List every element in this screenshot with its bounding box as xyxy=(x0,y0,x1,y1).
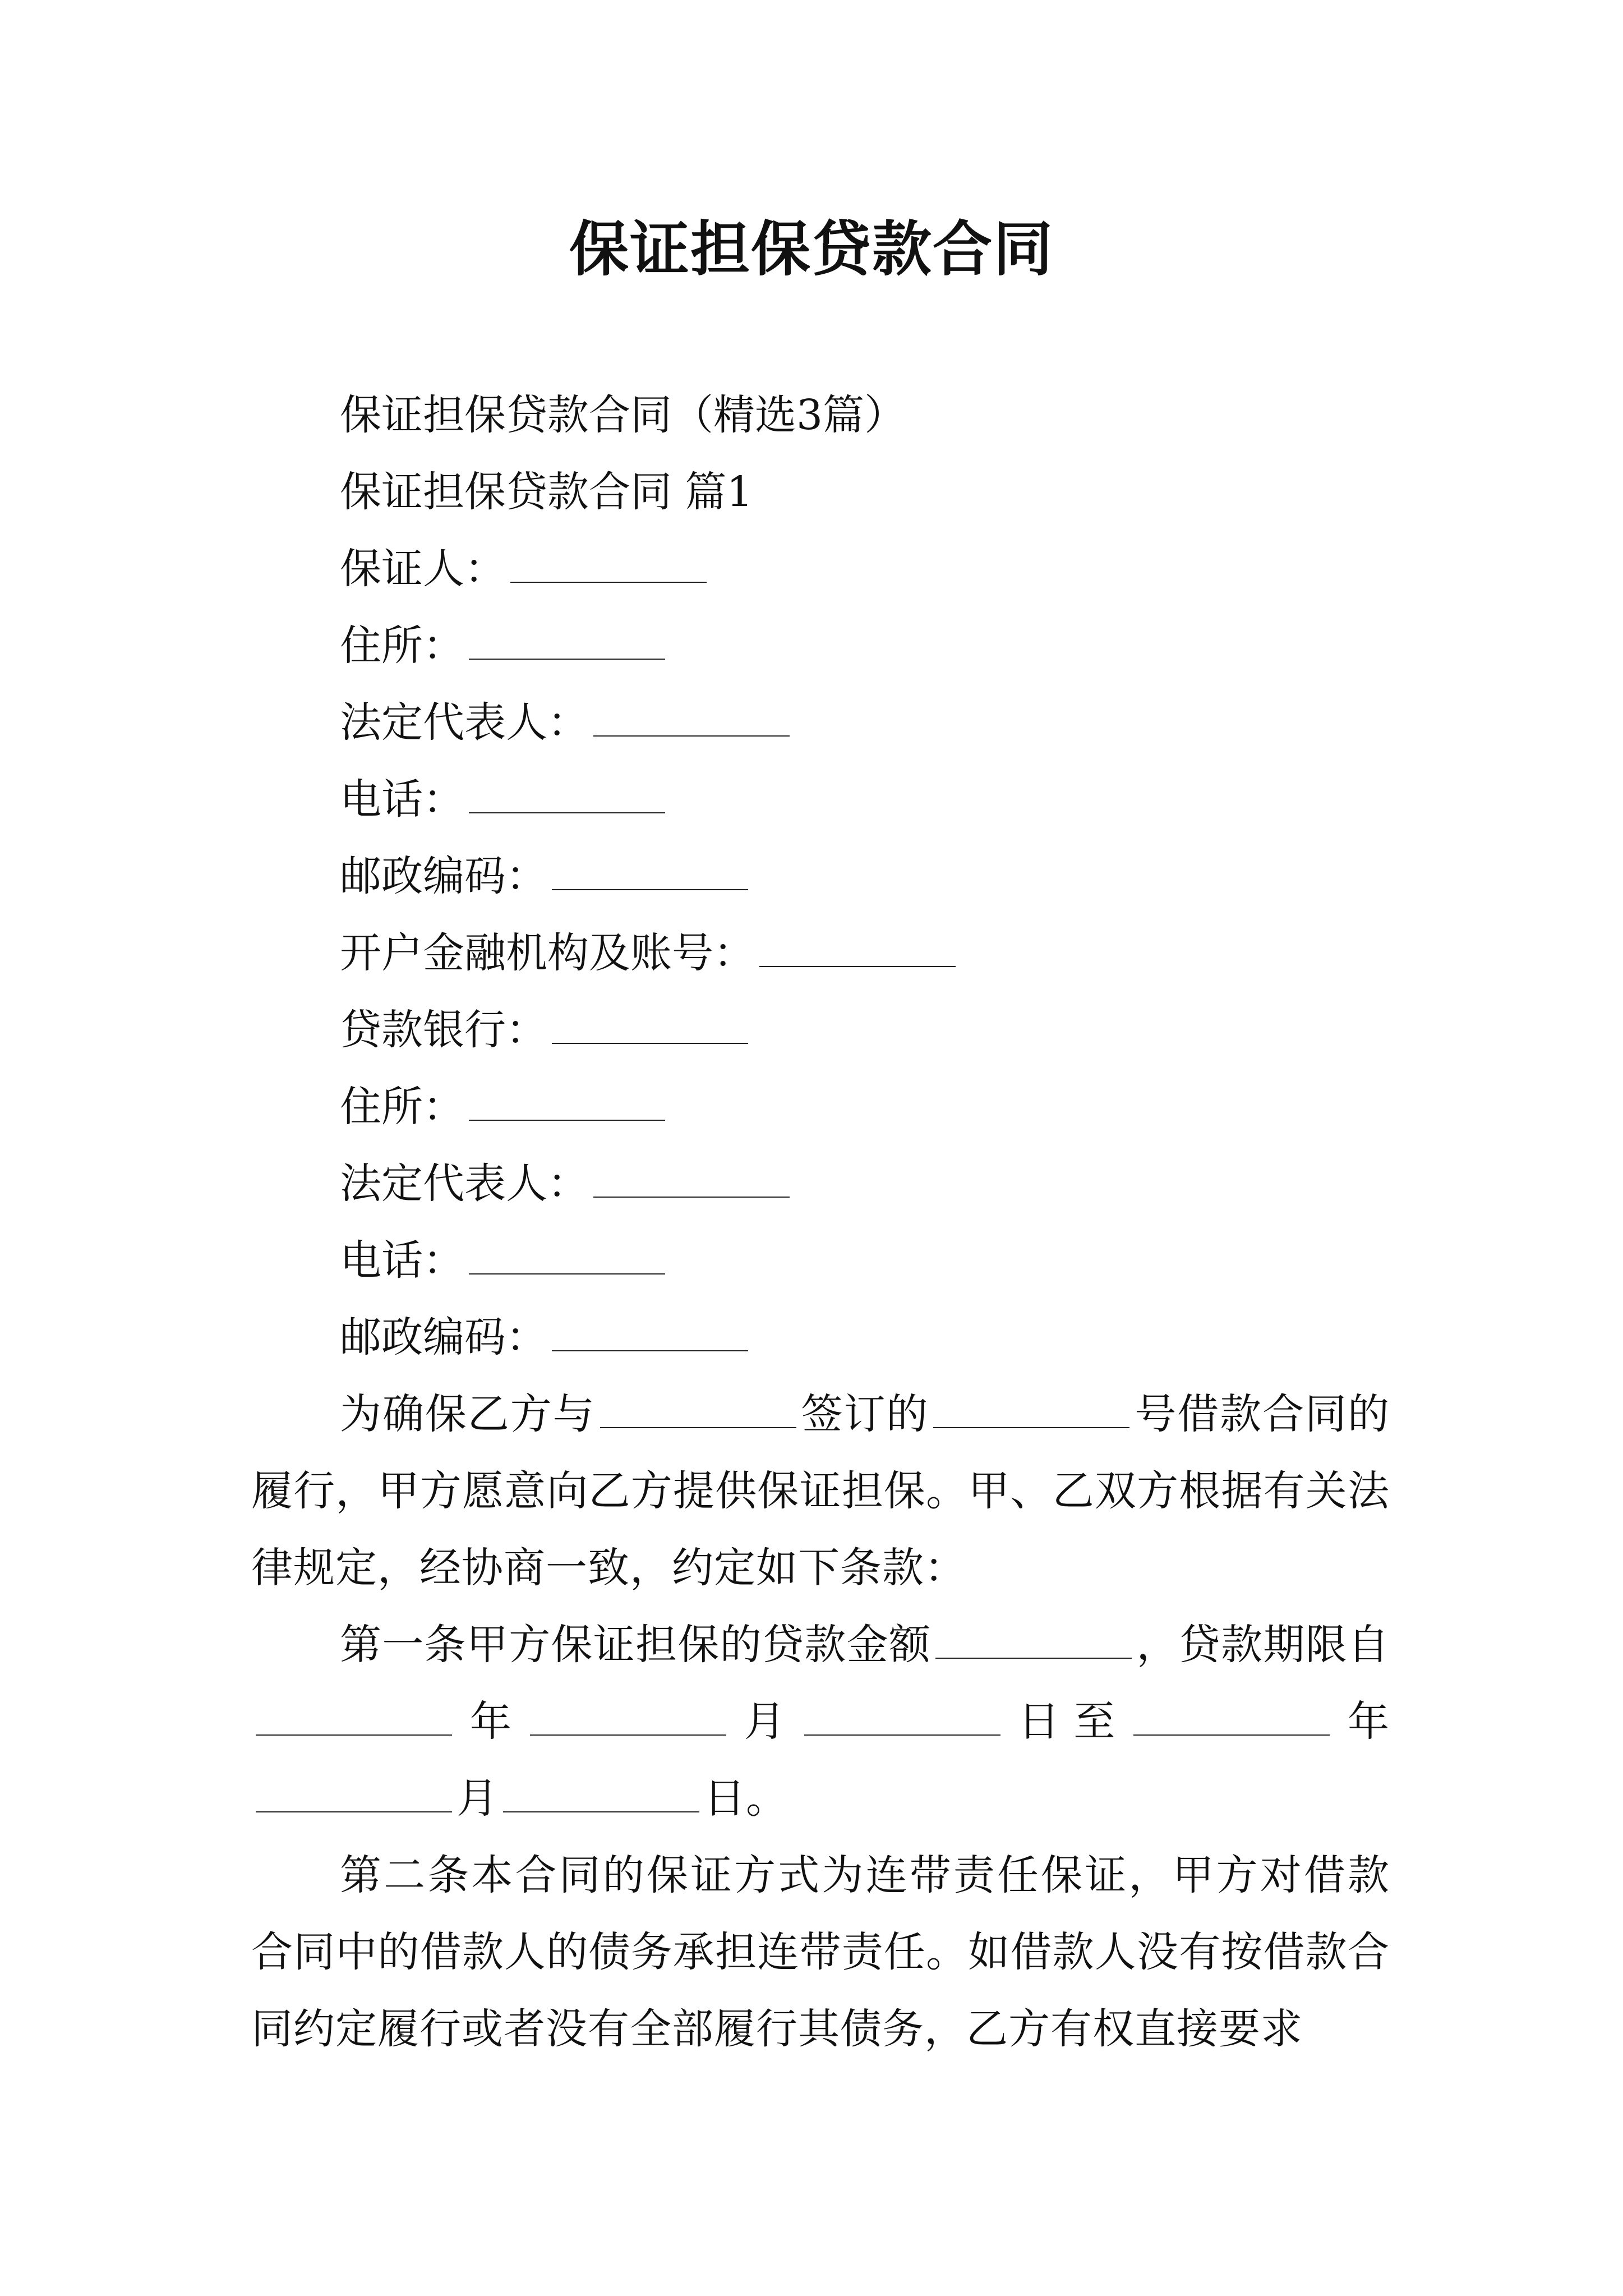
fill-blank xyxy=(469,775,665,813)
fill-blank xyxy=(759,928,956,967)
fill-blank xyxy=(1133,1697,1330,1736)
text-run: 签订的 xyxy=(800,1390,929,1438)
field-label: 住所： xyxy=(340,1083,464,1131)
article-1-paragraph xyxy=(251,1607,1390,1837)
bank-postcode-field xyxy=(251,1299,1390,1376)
fill-blank xyxy=(935,1620,1132,1659)
guarantor-phone-field xyxy=(251,761,1390,838)
fill-blank xyxy=(469,1082,665,1121)
text-run: 日。 xyxy=(704,1774,788,1823)
text-run: 为确保乙方与 xyxy=(340,1390,596,1438)
field-label: 保证人： xyxy=(340,545,506,593)
text-run: 号借款合同的履行，甲方愿意向乙方提供保证担保。甲、乙双方根据有关法律规定，经协商一致，约定如下条款： xyxy=(251,1390,1390,1592)
guarantor-address-field xyxy=(251,608,1390,684)
document-title: 保证担保贷款合同 xyxy=(569,214,1054,284)
field-label: 电话： xyxy=(340,775,464,823)
fill-blank xyxy=(530,1697,726,1736)
field-label: 邮政编码： xyxy=(340,852,547,900)
text-run: 年 xyxy=(1334,1697,1390,1746)
guarantor-name-field xyxy=(251,531,1390,608)
fill-blank xyxy=(469,621,665,660)
text-run: 年 xyxy=(457,1697,525,1746)
text-run: ，贷款期限自 xyxy=(1136,1621,1390,1669)
field-label: 邮政编码： xyxy=(340,1313,547,1361)
fill-blank xyxy=(256,1774,452,1812)
fill-blank xyxy=(552,852,748,890)
bank-legal-rep-field xyxy=(251,1145,1390,1222)
fill-blank xyxy=(552,1313,748,1351)
fill-blank xyxy=(593,1159,790,1198)
fill-blank xyxy=(933,1389,1129,1428)
field-label: 贷款银行： xyxy=(340,1006,547,1054)
guarantor-legal-rep-field xyxy=(251,684,1390,761)
fill-blank xyxy=(593,698,790,737)
field-label: 法定代表人： xyxy=(340,1159,589,1208)
section-heading: 保证担保贷款合同 篇1 xyxy=(340,468,753,516)
guarantor-postcode-field xyxy=(251,838,1390,915)
field-label: 住所： xyxy=(340,622,464,670)
fill-blank xyxy=(600,1389,796,1428)
bank-phone-field xyxy=(251,1222,1390,1299)
bank-name-field xyxy=(251,992,1390,1069)
article-2-paragraph: 第二条本合同的保证方式为连带责任保证，甲方对借款合同中的借款人的债务承担连带责任。如借款人没有按借款合同约定履行或者没有全部履行其债务，乙方有权直接要求 xyxy=(251,1851,1390,2053)
text-run: 月 xyxy=(730,1697,800,1746)
document-body xyxy=(251,377,1390,2068)
field-label: 开户金融机构及账号： xyxy=(340,929,755,977)
intro-paragraph xyxy=(251,1376,1390,1607)
guarantor-bank-account-field xyxy=(251,915,1390,992)
bank-address-field xyxy=(251,1069,1390,1145)
text-run: 第一条甲方保证担保的贷款金额 xyxy=(340,1621,932,1669)
fill-blank xyxy=(804,1697,1000,1736)
fill-blank xyxy=(552,1005,748,1044)
document-subtitle: 保证担保贷款合同（精选3篇） xyxy=(340,391,906,439)
field-label: 电话： xyxy=(340,1236,464,1285)
fill-blank xyxy=(256,1697,452,1736)
fill-blank xyxy=(503,1774,699,1812)
fill-blank xyxy=(469,1236,665,1274)
field-label: 法定代表人： xyxy=(340,698,589,747)
text-run: 日至 xyxy=(1004,1697,1129,1746)
fill-blank xyxy=(510,544,707,583)
text-run: 月 xyxy=(457,1774,499,1823)
